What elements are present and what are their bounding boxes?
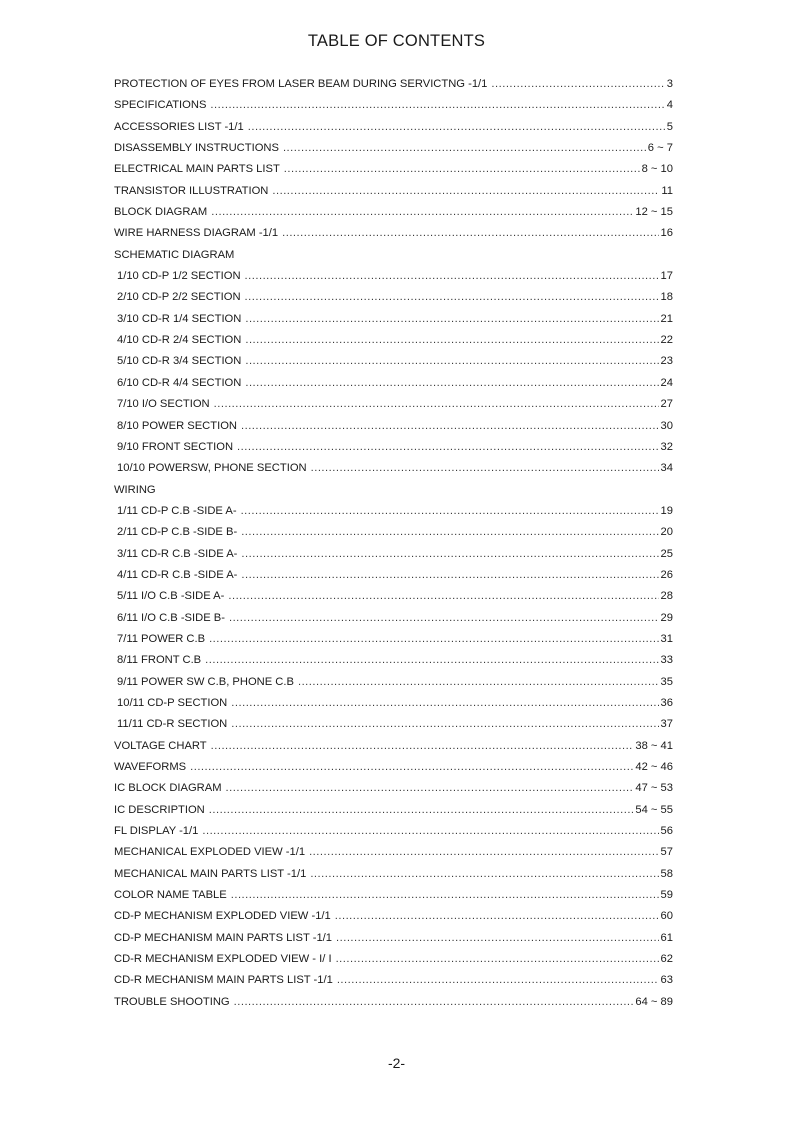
toc-dot-leader [284, 159, 640, 180]
toc-entry-label: DISASSEMBLY INSTRUCTIONS [114, 142, 279, 155]
toc-dot-leader [241, 522, 658, 543]
toc-dot-leader [245, 309, 658, 330]
toc-dot-leader [336, 928, 659, 949]
toc-entry [114, 693, 673, 714]
toc-entry-label: WIRE HARNESS DIAGRAM -1/1 [114, 227, 279, 240]
toc-entry-page: 6 ~ 7 [647, 142, 673, 155]
toc-entry-label: 5/11 I/O C.B -SIDE A- [117, 590, 225, 603]
toc-dot-leader [205, 650, 658, 671]
toc-entry-page: 18 [660, 291, 673, 304]
toc-dot-leader [245, 351, 658, 372]
toc-entry-label: 7/10 I/O SECTION [117, 398, 210, 411]
toc-dot-leader [241, 416, 659, 437]
toc-entry-label: COLOR NAME TABLE [114, 889, 227, 902]
toc-entry [114, 650, 673, 671]
toc-entry-label: 2/11 CD-P C.B -SIDE B- [117, 526, 238, 539]
toc-entry-label: IC BLOCK DIAGRAM [114, 782, 222, 795]
toc-entry [114, 159, 673, 180]
toc-entry-page: 25 [660, 547, 673, 560]
toc-entry [114, 458, 673, 479]
toc-entry [114, 95, 673, 116]
toc-entry-page: 64 ~ 89 [635, 995, 673, 1008]
toc-dot-leader [335, 906, 659, 927]
page-title: TABLE OF CONTENTS [307, 32, 486, 50]
toc-entry [114, 351, 673, 372]
toc-entry-label: 4/10 CD-R 2/4 SECTION [117, 334, 242, 347]
toc-entry [114, 928, 673, 949]
toc-entry-label: 9/11 POWER SW C.B, PHONE C.B [117, 675, 294, 688]
toc-entry-page: 35 [660, 675, 673, 688]
toc-entry [114, 906, 673, 927]
toc-dot-leader [214, 394, 659, 415]
toc-entry-label: SPECIFICATIONS [114, 99, 207, 112]
toc-entry-label: 8/10 POWER SECTION [117, 419, 237, 432]
toc-entry [114, 608, 673, 629]
toc-entry-page: 20 [660, 526, 673, 539]
toc-entry-label: 3/11 CD-R C.B -SIDE A- [117, 547, 238, 560]
toc-entry [114, 394, 673, 415]
toc-section-heading [114, 245, 673, 266]
toc-entry-page: 21 [660, 312, 673, 325]
toc-entry-page: 23 [660, 355, 673, 368]
page-number: -2- [387, 1055, 406, 1071]
toc-entry-label: SCHEMATIC DIAGRAM [114, 248, 235, 261]
toc-dot-leader [241, 544, 658, 565]
toc-entry-label: CD-P MECHANISM MAIN PARTS LIST -1/1 [114, 931, 332, 944]
toc-entry-page: 8 ~ 10 [641, 163, 673, 176]
toc-entry-label: TRANSISTOR ILLUSTRATION [114, 184, 269, 197]
toc-entry-label: CD-R MECHANISM MAIN PARTS LIST -1/1 [114, 974, 333, 987]
toc-dot-leader [190, 757, 633, 778]
toc-entry-label: 9/10 FRONT SECTION [117, 440, 234, 453]
toc-entry-label: 8/11 FRONT C.B [117, 654, 202, 667]
toc-entry-page: 63 [660, 974, 673, 987]
toc-entry-page: 62 [660, 953, 673, 966]
toc-entry [114, 202, 673, 223]
toc-entry-label: WIRING [114, 483, 156, 496]
toc-entry-label: TROUBLE SHOOTING [114, 995, 230, 1008]
toc-dot-leader [283, 138, 646, 159]
toc-entry [114, 266, 673, 287]
toc-entry-page: 54 ~ 55 [635, 803, 673, 816]
toc-entry [114, 565, 673, 586]
toc-dot-leader [231, 693, 658, 714]
toc-entry-page: 37 [660, 718, 673, 731]
toc-entry [114, 544, 673, 565]
toc-entry [114, 778, 673, 799]
table-of-contents [114, 74, 673, 1013]
toc-dot-leader [282, 223, 658, 244]
toc-entry [114, 437, 673, 458]
toc-entry-page: 16 [660, 227, 673, 240]
toc-entry-page: 17 [660, 270, 673, 283]
toc-entry [114, 672, 673, 693]
toc-entry-page: 26 [660, 568, 673, 581]
toc-dot-leader [336, 949, 659, 970]
toc-entry-page: 38 ~ 41 [635, 739, 673, 752]
toc-entry-page: 19 [660, 504, 673, 517]
toc-entry [114, 223, 673, 244]
toc-entry [114, 757, 673, 778]
toc-entry [114, 309, 673, 330]
toc-entry-label: IC DESCRIPTION [114, 803, 205, 816]
toc-entry [114, 949, 673, 970]
toc-dot-leader [209, 800, 634, 821]
toc-entry-label: VOLTAGE CHART [114, 739, 207, 752]
toc-entry-label: 4/11 CD-R C.B -SIDE A- [117, 568, 238, 581]
toc-entry [114, 885, 673, 906]
toc-section-heading [114, 480, 673, 501]
toc-entry-label: MECHANICAL EXPLODED VIEW -1/1 [114, 846, 306, 859]
toc-entry-label: CD-R MECHANISM EXPLODED VIEW - I/ I [114, 953, 332, 966]
toc-entry-page: 42 ~ 46 [635, 761, 673, 773]
toc-dot-leader [209, 629, 658, 650]
toc-dot-leader [202, 821, 658, 842]
toc-dot-leader [211, 202, 633, 223]
toc-entry-page: 31 [660, 632, 673, 645]
toc-entry-page: 29 [660, 611, 673, 624]
toc-entry [114, 586, 673, 607]
toc-entry [114, 138, 673, 159]
toc-dot-leader [248, 117, 665, 138]
toc-entry-page: 34 [660, 462, 673, 475]
toc-entry [114, 714, 673, 735]
toc-entry-label: 11/11 CD-R SECTION [117, 718, 228, 731]
toc-dot-leader [245, 266, 659, 287]
toc-entry [114, 970, 673, 991]
toc-entry-page: 33 [660, 654, 673, 667]
toc-entry [114, 373, 673, 394]
toc-dot-leader [241, 565, 658, 586]
toc-entry-label: 5/10 CD-R 3/4 SECTION [117, 355, 242, 368]
toc-entry-label: MECHANICAL MAIN PARTS LIST -1/1 [114, 867, 307, 880]
toc-entry [114, 800, 673, 821]
toc-entry-label: 10/11 CD-P SECTION [117, 696, 228, 709]
toc-entry [114, 330, 673, 351]
toc-entry [114, 842, 673, 863]
toc-entry-label: BLOCK DIAGRAM [114, 206, 208, 219]
toc-entry-label: ELECTRICAL MAIN PARTS LIST [114, 163, 280, 176]
toc-dot-leader [229, 608, 659, 629]
toc-entry [114, 736, 673, 757]
toc-entry-label: 1/10 CD-P 1/2 SECTION [117, 270, 241, 283]
toc-entry-label: 10/10 POWERSW, PHONE SECTION [117, 462, 307, 475]
toc-entry-page: 61 [660, 931, 673, 944]
toc-entry [114, 992, 673, 1013]
toc-dot-leader [237, 437, 659, 458]
toc-entry-page: 11 [661, 184, 673, 197]
toc-entry [114, 74, 673, 95]
toc-entry [114, 117, 673, 138]
toc-entry-label: 6/10 CD-R 4/4 SECTION [117, 376, 242, 389]
toc-dot-leader [231, 714, 658, 735]
toc-entry [114, 522, 673, 543]
toc-entry-page: 58 [660, 867, 673, 880]
toc-entry-label: PROTECTION OF EYES FROM LASER BEAM DURING SERVICTNG -1/1 [114, 78, 488, 90]
toc-entry-label: CD-P MECHANISM EXPLODED VIEW -1/1 [114, 910, 331, 923]
toc-dot-leader [337, 970, 659, 991]
toc-dot-leader [226, 778, 634, 799]
toc-entry-page: 28 [660, 590, 673, 603]
toc-entry-page: 27 [660, 398, 673, 411]
toc-entry-page: 59 [660, 889, 673, 902]
toc-entry-page: 12 ~ 15 [635, 206, 673, 219]
toc-dot-leader [245, 287, 659, 308]
toc-entry-label: 1/11 CD-P C.B -SIDE A- [117, 504, 237, 517]
toc-dot-leader [231, 885, 659, 906]
toc-dot-leader [211, 736, 634, 757]
toc-dot-leader [234, 992, 634, 1013]
toc-entry-label: 7/11 POWER C.B [117, 632, 206, 645]
toc-entry-label: 3/10 CD-R 1/4 SECTION [117, 312, 242, 325]
toc-dot-leader [241, 501, 659, 522]
toc-entry-label: ACCESSORIES LIST -1/1 [114, 120, 244, 133]
toc-entry-page: 22 [660, 334, 673, 347]
toc-entry-page: 57 [660, 846, 673, 859]
toc-dot-leader [311, 458, 659, 479]
toc-dot-leader [228, 586, 658, 607]
toc-entry [114, 821, 673, 842]
toc-dot-leader [272, 181, 659, 202]
toc-dot-leader [298, 672, 659, 693]
toc-entry-label: 2/10 CD-P 2/2 SECTION [117, 291, 241, 304]
toc-entry [114, 864, 673, 885]
toc-entry [114, 501, 673, 522]
toc-entry [114, 287, 673, 308]
toc-entry-label: WAVEFORMS [114, 761, 187, 773]
toc-entry-label: 6/11 I/O C.B -SIDE B- [117, 611, 225, 624]
toc-entry [114, 181, 673, 202]
toc-dot-leader [245, 330, 658, 351]
toc-entry-page: 60 [660, 910, 673, 923]
toc-entry [114, 629, 673, 650]
toc-entry-page: 56 [660, 825, 673, 838]
toc-entry-page: 47 ~ 53 [635, 782, 673, 795]
toc-dot-leader [245, 373, 658, 394]
toc-entry-label: FL DISPLAY -1/1 [114, 825, 199, 838]
toc-entry-page: 30 [660, 419, 673, 432]
toc-dot-leader [210, 95, 664, 116]
toc-entry-page: 4 [666, 99, 673, 112]
toc-entry-page: 3 [666, 78, 673, 90]
toc-entry-page: 32 [660, 440, 673, 453]
toc-dot-leader [491, 74, 664, 95]
toc-dot-leader [310, 864, 658, 885]
toc-dot-leader [309, 842, 658, 863]
toc-entry-page: 24 [660, 376, 673, 389]
toc-entry-page: 36 [660, 696, 673, 709]
toc-entry [114, 416, 673, 437]
toc-entry-page: 5 [666, 120, 673, 133]
